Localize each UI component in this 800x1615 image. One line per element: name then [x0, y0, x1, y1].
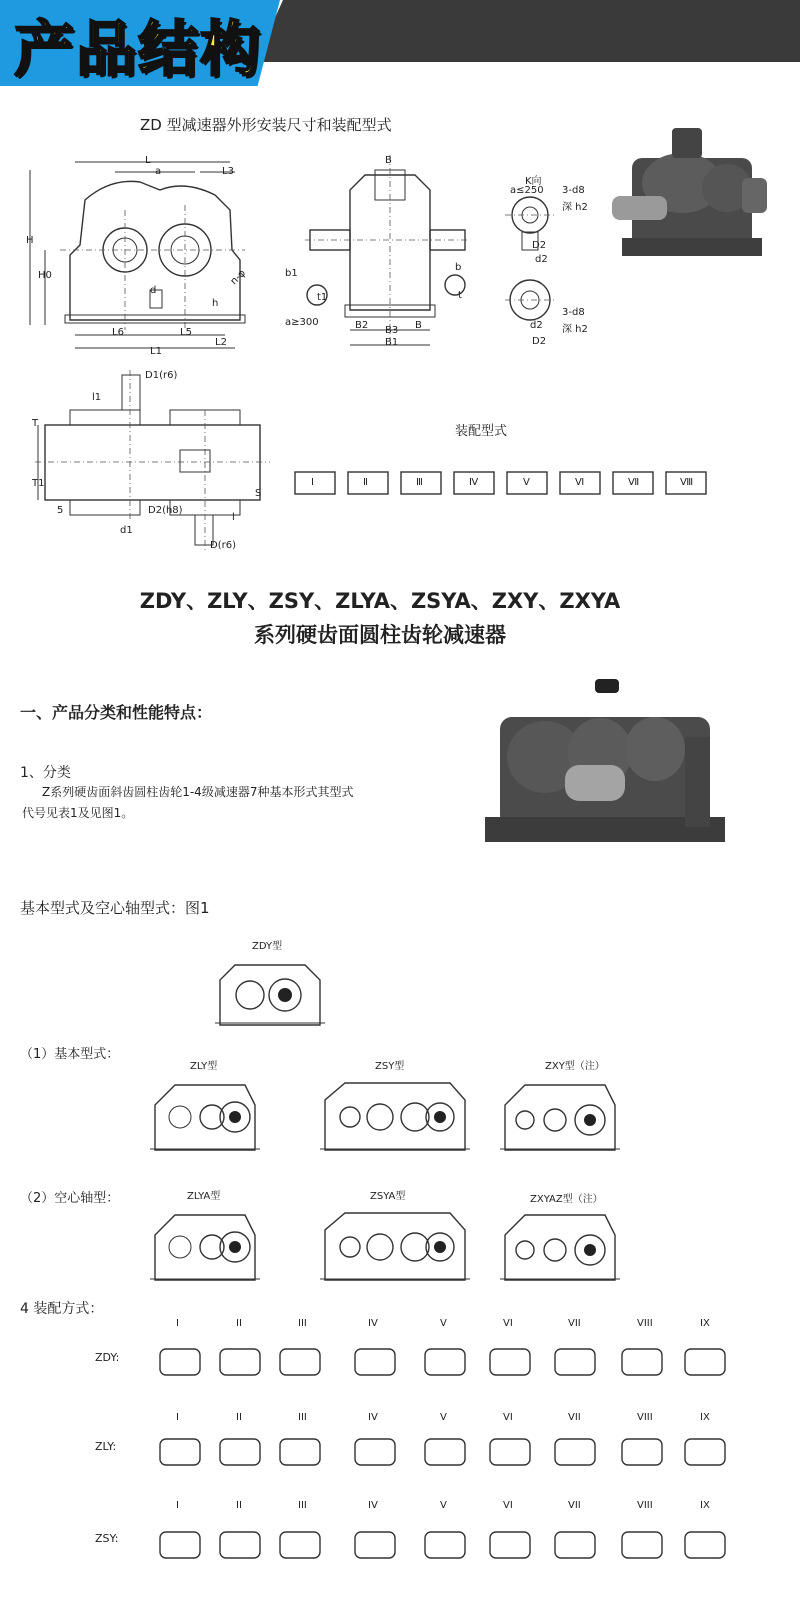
zdy-diagram	[215, 955, 325, 1030]
k-3-d8-bottom: 3-d8	[562, 307, 585, 318]
product-title-line2: 系列硬齿面圆柱齿轮减速器	[254, 623, 506, 647]
row-label-zdy: ZDY:	[95, 1351, 120, 1364]
zlya-diagram	[150, 1205, 260, 1290]
basic-forms-label: （1）基本型式：	[20, 1047, 120, 1062]
dim-L2: L2	[215, 337, 227, 348]
dim-l: l	[232, 512, 235, 523]
section1-subheading: 1、分类	[20, 765, 71, 781]
dim-h: h	[212, 298, 219, 309]
dim-T1: T1	[32, 478, 45, 489]
col-IX-r2: IX	[700, 1412, 710, 1423]
col-VIII-r1: VIII	[637, 1318, 653, 1329]
dim-B-top: B	[385, 155, 392, 166]
col-III-r1: III	[298, 1318, 307, 1329]
col-VIII-r2: VIII	[637, 1412, 653, 1423]
col-II-r2: II	[236, 1412, 242, 1423]
dim-n-phi: n-φ	[228, 267, 249, 288]
assembly-form-2: Ⅱ	[363, 477, 368, 488]
assembly-form-4: Ⅳ	[469, 477, 479, 488]
dim-d1: d1	[120, 525, 133, 536]
col-VII-r2: VII	[568, 1412, 581, 1423]
col-VI-r3: VI	[503, 1500, 513, 1511]
reducer-photo-large	[485, 677, 725, 847]
dim-B3: B3	[385, 325, 399, 336]
product-title-line1: ZDY、ZLY、ZSY、ZLYA、ZSYA、ZXY、ZXYA	[139, 589, 621, 613]
front-view-drawing	[20, 150, 260, 360]
dim-B1: B1	[385, 337, 399, 348]
assembly-forms-title: 装配型式	[455, 424, 508, 439]
col-I-r2: I	[176, 1412, 179, 1423]
assembly-form-5: Ⅴ	[523, 477, 530, 488]
dim-a-ge-300: a≥300	[285, 317, 319, 328]
zly-diagram	[150, 1075, 260, 1160]
basic-model-zsy: ZSY型	[375, 1061, 405, 1072]
k-a-le-250: a≤250	[510, 185, 544, 196]
dim-D-r6: D(r6)	[210, 540, 236, 551]
assembly-form-7: Ⅶ	[628, 477, 640, 488]
drawing-title: ZD 型减速器外形安装尺寸和装配型式	[140, 116, 392, 134]
k-D2-bottom: D2	[532, 336, 547, 347]
col-IV-r3: IV	[368, 1500, 378, 1511]
row-label-zly: ZLY:	[95, 1440, 117, 1453]
col-IV-r2: IV	[368, 1412, 378, 1423]
page-title: 产品结构	[14, 15, 262, 85]
k-3-d8-top: 3-d8	[562, 185, 585, 196]
zxy-diagram	[500, 1075, 620, 1160]
dim-d: d	[150, 285, 157, 296]
dim-L1: L1	[150, 346, 162, 357]
zsy-diagram	[320, 1075, 470, 1160]
dim-5: 5	[57, 505, 64, 516]
assembly-forms-boxes	[290, 462, 710, 507]
zdy-label: ZDY型	[252, 941, 283, 952]
section1-heading: 一、产品分类和性能特点：	[20, 703, 213, 722]
assembly-form-1: Ⅰ	[311, 477, 314, 488]
dim-T: T	[32, 418, 39, 429]
k-D2-top: D2	[532, 240, 547, 251]
dim-H: H	[26, 235, 34, 246]
k-depth-h2-top: 深 h2	[562, 202, 588, 213]
k-d2-bottom: d2	[530, 320, 543, 331]
dim-B2: B2	[355, 320, 369, 331]
figure1-title: 基本型式及空心轴型式：图1	[20, 899, 210, 917]
col-V-r2: V	[440, 1412, 447, 1423]
col-VI-r1: VI	[503, 1318, 513, 1329]
col-I-r1: I	[176, 1318, 179, 1329]
col-III-r2: III	[298, 1412, 307, 1423]
section1-paragraph-line2: 代号见表1及见图1。	[22, 806, 134, 820]
col-V-r1: V	[440, 1318, 447, 1329]
assembly-form-6: Ⅵ	[575, 477, 585, 488]
dim-t1: t1	[317, 292, 328, 303]
zsy-assembly-row	[150, 1520, 730, 1570]
col-IX-r1: IX	[700, 1318, 710, 1329]
col-I-r3: I	[176, 1500, 179, 1511]
dim-L6: L6	[112, 327, 124, 338]
k-d2-top: d2	[535, 254, 548, 265]
col-VII-r3: VII	[568, 1500, 581, 1511]
side-view-drawing	[295, 150, 465, 360]
section1-paragraph-line1: Z系列硬齿面斜齿圆柱齿轮1-4级减速器7种基本形式其型式	[42, 785, 354, 799]
k-depth-h2-bottom: 深 h2	[562, 324, 588, 335]
hollow-model-zsya: ZSYA型	[370, 1191, 406, 1202]
zxyaz-diagram	[500, 1205, 620, 1290]
hollow-model-zlya: ZLYA型	[187, 1191, 221, 1202]
dim-B-side: B	[415, 320, 422, 331]
dim-l1: l1	[92, 392, 102, 403]
assembly-methods-heading: 4 装配方式：	[20, 1301, 104, 1317]
hollow-model-zxyaz: ZXYAZ型（注）	[530, 1194, 603, 1205]
col-V-r3: V	[440, 1500, 447, 1511]
zdy-assembly-row	[150, 1337, 730, 1387]
row-label-zsy: ZSY:	[95, 1532, 119, 1545]
col-IX-r3: IX	[700, 1500, 710, 1511]
assembly-forms-row	[290, 462, 710, 507]
basic-model-zly: ZLY型	[190, 1061, 218, 1072]
assembly-form-8: Ⅷ	[680, 477, 694, 488]
dim-D2-h8: D2(h8)	[148, 505, 183, 516]
dim-b: b	[455, 262, 462, 273]
col-II-r3: II	[236, 1500, 242, 1511]
dim-a: a	[155, 166, 162, 177]
dim-L: L	[145, 155, 151, 166]
dim-L5: L5	[180, 327, 192, 338]
top-view-drawing	[30, 370, 290, 550]
dim-H0: H0	[38, 270, 52, 281]
reducer-photo-small	[612, 118, 772, 266]
k-view-label: K向	[525, 176, 542, 187]
col-VIII-r3: VIII	[637, 1500, 653, 1511]
dim-b1: b1	[285, 268, 298, 279]
hollow-forms-label: （2）空心轴型：	[20, 1191, 120, 1206]
col-III-r3: III	[298, 1500, 307, 1511]
basic-model-zxy: ZXY型（注）	[545, 1061, 605, 1072]
assembly-methods-grid	[0, 1312, 800, 1612]
zly-assembly-row	[150, 1427, 730, 1477]
col-VII-r1: VII	[568, 1318, 581, 1329]
col-II-r1: II	[236, 1318, 242, 1329]
header-dark-stripe	[255, 0, 800, 62]
col-VI-r2: VI	[503, 1412, 513, 1423]
dim-t: t	[458, 290, 462, 301]
dim-D1-r6: D1(r6)	[145, 370, 178, 381]
dim-S: S	[255, 488, 262, 499]
zsya-diagram	[320, 1205, 470, 1290]
assembly-form-3: Ⅲ	[416, 477, 423, 488]
dim-L3: L3	[222, 166, 234, 177]
col-IV-r1: IV	[368, 1318, 378, 1329]
